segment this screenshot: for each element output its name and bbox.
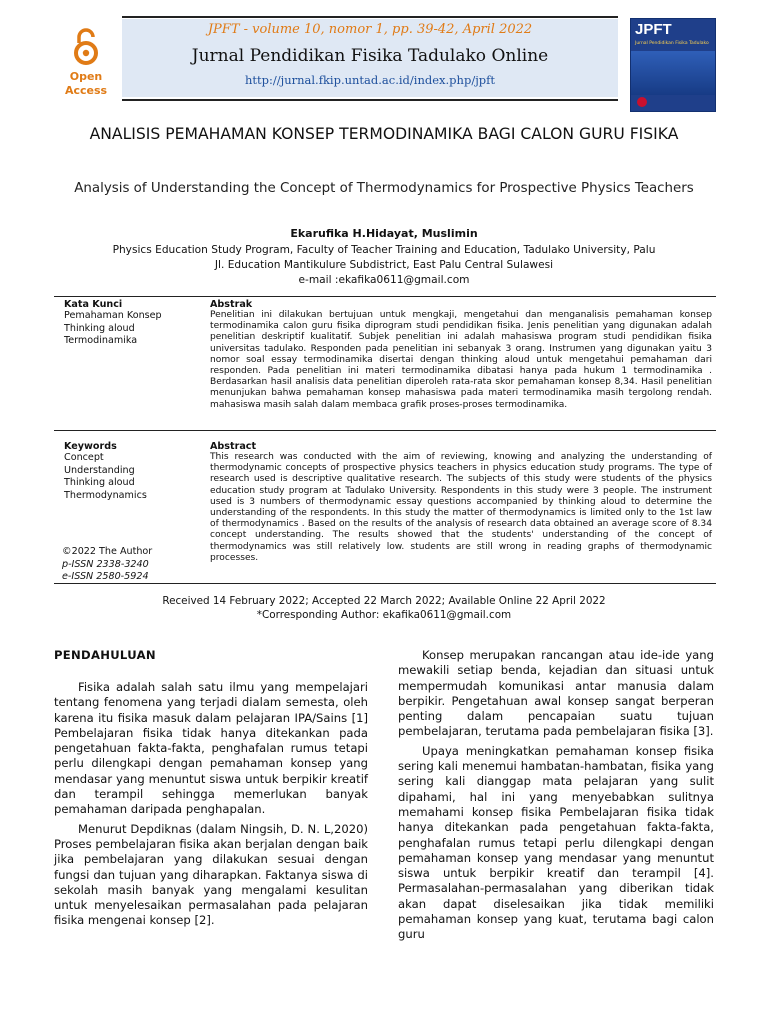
print-issn: p-ISSN 2338-3240 bbox=[62, 558, 149, 570]
keyword-item: Concept bbox=[64, 452, 104, 463]
header-top-rule bbox=[122, 16, 618, 18]
section-heading: PENDAHULUAN bbox=[54, 648, 156, 662]
journal-volume: JPFT - volume 10, nomor 1, pp. 39-42, April 2022 bbox=[207, 22, 533, 37]
kata-kunci-column bbox=[64, 299, 200, 348]
keywords-column bbox=[64, 441, 200, 502]
open-access-word-access: Access bbox=[64, 84, 108, 97]
keywords-list bbox=[64, 452, 200, 502]
electronic-issn: e-ISSN 2580-5924 bbox=[62, 571, 149, 582]
cover-subtitle: Jurnal Pendidikan Fisika Tadulako bbox=[635, 41, 709, 46]
paper-title: ANALISIS PEMAHAMAN KONSEP TERMODINAMIKA BAGI CALON GURU FISIKA bbox=[89, 125, 679, 143]
body-paragraph: Konsep merupakan rancangan atau ide-ide yang mewakili setiap benda, kejadian dan situasi untuk mempermudah komunikasi antar manusia dalam berpikir. Pengetahuan awal konsep sangat berperan penting dalam pencapaian suatu tujuan pembelajaran, terutama pada pembelajaran fisika [3]. bbox=[398, 648, 714, 739]
abstract-label: Abstract bbox=[210, 441, 257, 452]
header-bottom-rule bbox=[122, 99, 618, 101]
open-access-logo bbox=[56, 28, 116, 98]
keyword-item: Thermodynamics bbox=[64, 489, 147, 501]
keyword-item: Thinking aloud bbox=[64, 477, 135, 488]
corresponding-author: *Corresponding Author: ekafika0611@gmail.com bbox=[256, 609, 512, 621]
cover-university-logo bbox=[637, 97, 647, 107]
keyword-item: Termodinamika bbox=[64, 335, 138, 346]
paper-affiliation bbox=[40, 243, 728, 288]
journal-url-link[interactable]: http://jurnal.fkip.untad.ac.id/index.php/jpft bbox=[245, 73, 495, 87]
body-paragraph: Fisika adalah salah satu ilmu yang mempelajari tentang fenomena yang terjadi dialam semesta, oleh karena itu fisika masuk dalam pelajaran IPA/Sains [1] Pembelajaran fisika tidak hanya ditekankan pada pengetahuan fakta-fakta, penghafalan rumus tetapi perlu dilengkapi dengan pemahaman konsep yang mendasar yang menuntut siswa untuk berpikir kreatif dan terampil sehingga memerlukan banyak pemahaman daripada penghapalan. bbox=[54, 680, 368, 817]
received-dates: Received 14 February 2022; Accepted 22 March 2022; Available Online 22 April 2022 bbox=[162, 595, 606, 607]
body-paragraph: Upaya meningkatkan pemahaman konsep fisika sering kali menemui hambatan-hambatan, fisika yang sering kali dianggap mata pelajaran yang sulit dipahami, hal ini yang menyebabkan sulitnya memahami konsep fisika Pembelajaran fisika tidak hanya ditekankan pada pengetahuan fakta-fakta, penghafalan rumus tetapi perlu dilengkapi dengan pemahaman konsep yang mendasar yang menuntut siswa untuk berpikir kreatif dan terampil [4]. Permasalahan-permasalahan yang diberikan tidak akan dapat diselesaikan jika tidak memiliki pemahaman konsep yang kuat, terutama bagi calon guru bbox=[398, 743, 714, 942]
abstract-bottom-rule bbox=[54, 583, 716, 584]
abstract-mid-rule bbox=[54, 430, 716, 431]
keyword-item: Thinking aloud bbox=[64, 322, 135, 334]
abstract-text: This research was conducted with the aim of reviewing, knowing and analyzing the understanding of thermodynamic concepts of prospective physics teachers in physics education study programs. The type of research used is descriptive qualitative research. The subjects of this study were students of the physics education study program at Tadulako University. Respondents in this study were 3 people. The instrument used is 3 numbers of thermodynamic essay questions accompanied by thinking aloud to determine the understanding of the respondents. In this study the matter of thermodynamics is limited only to the 1st law of thermodynamics . Based on the results of the analysis of research data obtained an average score of 8.34 concept understanding. The results showed that the students' understanding of the concept of thermodynamics was still relatively low. students are still wrong in reading graphs of thermodynamic processes. bbox=[210, 452, 712, 563]
dates-block bbox=[60, 594, 708, 622]
body-left-column bbox=[54, 680, 368, 933]
abstract-top-rule bbox=[54, 296, 716, 297]
paper-authors: Ekarufika H.Hidayat, Muslimin bbox=[290, 227, 478, 240]
keyword-item: Understanding bbox=[64, 464, 135, 476]
keyword-item: Pemahaman Konsep bbox=[64, 310, 162, 321]
kata-kunci-list bbox=[64, 310, 200, 348]
paper-subtitle: Analysis of Understanding the Concept of Thermodynamics for Prospective Physics Teachers bbox=[74, 181, 694, 196]
open-access-label bbox=[56, 70, 116, 98]
open-access-lock-icon bbox=[71, 28, 101, 66]
keywords-label: Keywords bbox=[64, 441, 117, 452]
journal-name: Jurnal Pendidikan Fisika Tadulako Online bbox=[191, 46, 549, 66]
body-right-column bbox=[398, 648, 714, 947]
abstract-column bbox=[210, 441, 712, 564]
abstrak-text: Penelitian ini dilakukan bertujuan untuk mengkaji, mengetahui dan menganalisis pemahaman konsep termodinamika calon guru fisika diprogram studi pendidikan fisika. Jenis penelitian yang digunakan adalah penelitian deskriptif kualitatif. Subjek penelitian ini adalah mahasiswa program studi pendidikan fisika universitas tadulako. Responden pada penelitian ini sebanyak 3 orang. Instrumen yang digunakan yaitu 3 nomor soal essay termodinamika disertai dengan thinking aloud untuk mengetahui pemahaman dari responden. Pada penelitian ini materi termodinamika dibatasi hanya pada hukum 1 termodinamika . Berdasarkan hasil analisis data penelitian diperoleh rata-rata skor pemahaman konsep 8,34. Hasil penelitian menunjukan bahwa pemahaman konsep mahasiswa pada materi termodinamika masih tergolong rendah. mahasiswa masih salah dalam membaca grafik proses-proses termodinamika. bbox=[210, 310, 712, 410]
copyright-notice: ©2022 The Author bbox=[62, 546, 153, 557]
abstrak-label: Abstrak bbox=[210, 299, 253, 310]
affiliation-email[interactable]: e-mail :ekafika0611@gmail.com bbox=[298, 274, 470, 286]
journal-cover-image bbox=[630, 18, 716, 112]
copyright-issn-block bbox=[62, 546, 202, 584]
body-paragraph: Menurut Depdiknas (dalam Ningsih, D. N. L,2020) Proses pembelajaran fisika akan berjalan dengan baik jika pembelajaran yang dilakukan sesuai dengan fungsi dan tujuan yang diharapkan. Faktanya siswa di sekolah masih banyak yang mengalami kesulitan untuk menyelesaikan permasalahan pada pelajaran fisika mengenai konsep [2]. bbox=[54, 821, 368, 928]
cover-title: JPFT bbox=[635, 21, 672, 38]
open-access-word-open: Open bbox=[69, 70, 103, 83]
cover-graphic bbox=[631, 51, 715, 95]
kata-kunci-label: Kata Kunci bbox=[64, 299, 123, 310]
affiliation-line: Jl. Education Mantikulure Subdistrict, East Palu Central Sulawesi bbox=[214, 259, 554, 271]
affiliation-line: Physics Education Study Program, Faculty of Teacher Training and Education, Tadulako University, Palu bbox=[112, 244, 656, 256]
abstrak-column bbox=[210, 299, 712, 411]
